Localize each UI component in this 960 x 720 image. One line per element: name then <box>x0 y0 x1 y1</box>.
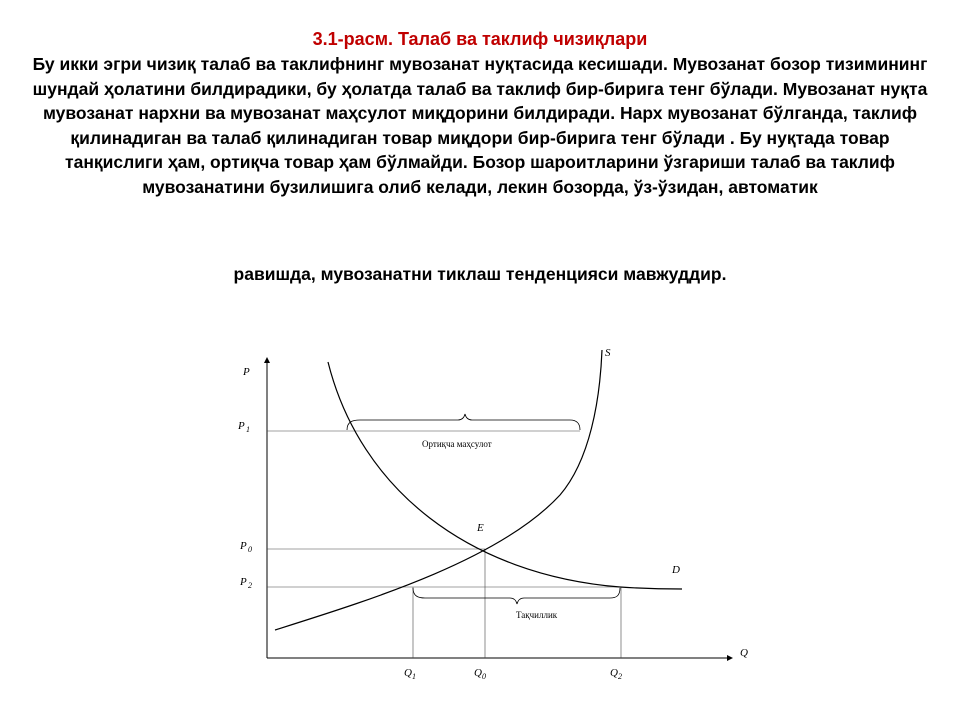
slide-title: 3.1-расм. Талаб ва таклиф чизиқлари <box>312 29 648 49</box>
supply-label: S <box>605 347 611 359</box>
surplus-label: Ортиқча маҳсулот <box>422 439 492 449</box>
demand-curve <box>328 362 682 589</box>
q0-label: Q <box>474 667 482 679</box>
p0-subscript: 0 <box>248 545 252 554</box>
p1-subscript: 1 <box>246 425 250 434</box>
p0-label: P <box>240 540 247 552</box>
equilibrium-label: E <box>477 522 484 534</box>
q1-subscript: 1 <box>412 672 416 681</box>
demand-label: D <box>672 564 680 576</box>
q0-subscript: 0 <box>482 672 486 681</box>
q2-label: Q <box>610 667 618 679</box>
slide-body-text: Бу икки эгри чизиқ талаб ва таклифнинг мувозанат нуқтасида кесишади. Мувозанат бозор тизимининг шундай ҳолатини билдирадики, бу ҳолатда талаб ва таклиф бир-бирига тенг бўлади. Мувозанат нуқта мувозанат нархни ва мувозанат маҳсулот миқдорини билдиради. Нарх мувозанат бўлганда, таклиф қилинадиган ва талаб қилинадиган товар миқдори бир-бирига тенг бўлади . Бу нуқтада товар танқислиги ҳам, ортиқча товар ҳам бўлмайди. Бозор шароитларини ўзгариши талаб ва таклиф мувозанатини бузилишига олиб келади, лекин бозорда, ўз-ўзидан, автоматик <box>32 54 928 197</box>
p2-subscript: 2 <box>248 581 252 590</box>
q2-subscript: 2 <box>618 672 622 681</box>
supply-curve <box>275 350 602 630</box>
p-axis-label: P <box>243 366 250 378</box>
slide-body-last-line: равишда, мувозанатни тиклаш тенденцияси мавжуддир. <box>233 264 727 284</box>
shortage-label: Тақчиллик <box>516 610 558 620</box>
q1-label: Q <box>404 667 412 679</box>
p1-label: P <box>238 420 245 432</box>
p2-label: P <box>240 576 247 588</box>
q-axis-label: Q <box>740 647 748 659</box>
shortage-brace <box>413 588 620 604</box>
surplus-brace <box>347 414 580 430</box>
supply-demand-diagram <box>220 340 760 690</box>
